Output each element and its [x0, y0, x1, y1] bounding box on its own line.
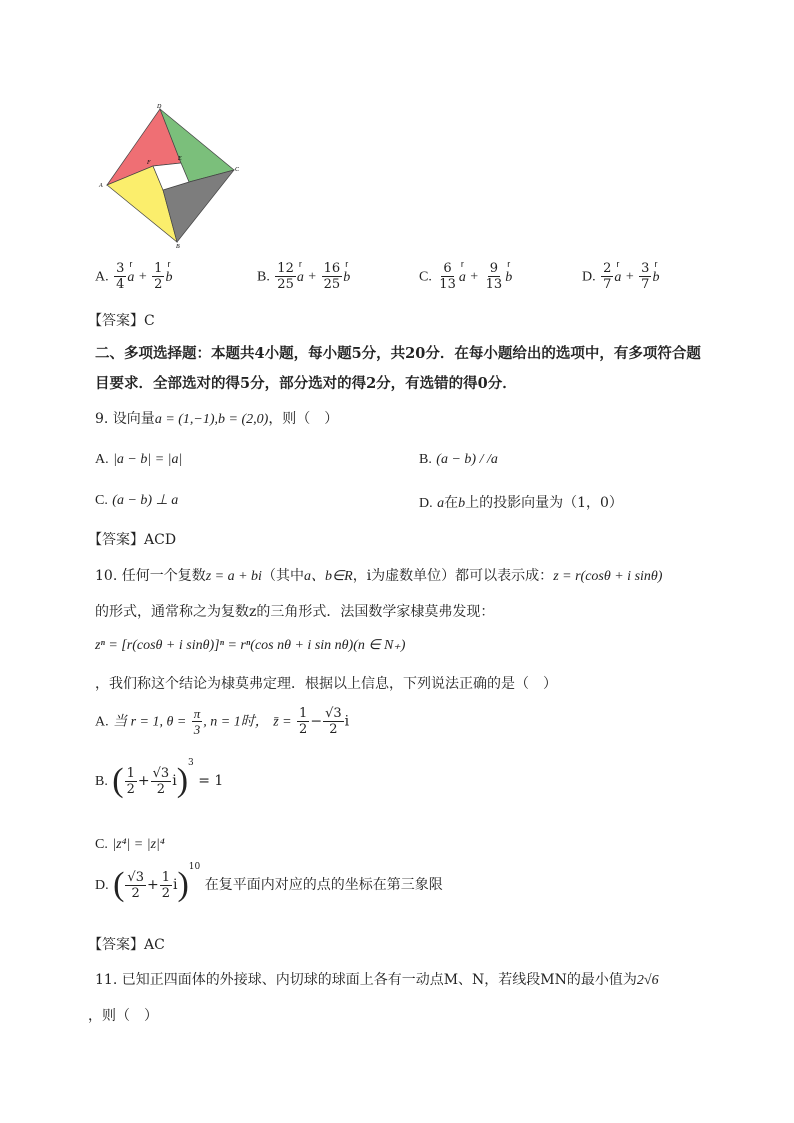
- section-heading-line2: 目要求．全部选对的得5分，部分选对的得2分，有选错的得0分．: [95, 375, 517, 392]
- label-E: E: [178, 156, 182, 162]
- q8-option-d[interactable]: D. $\frac{2}{7}$ r a + $\frac{3}{7}$ r b: [582, 262, 659, 291]
- q10-line2: 的形式，通常称之为复数z的三角形式．法国数学家棣莫弗发现：: [95, 604, 495, 620]
- q8-option-b[interactable]: B. $\frac{12}{25}$ r a + $\frac{16}{25}$ r b: [257, 262, 350, 291]
- label-B: B: [176, 244, 180, 248]
- answer-q8: 【答案】C: [88, 313, 155, 329]
- q10-option-d[interactable]: D. ( $\frac{√3}{2}$ + $\frac{1}{2}$ i)$^{10}$ 在复平面内对应的点的坐标在第三象限: [95, 862, 443, 903]
- q8-option-c[interactable]: C. $\frac{6}{13}$ r a + $\frac{9}{13}$ r b: [419, 262, 512, 291]
- answer-q9: 【答案】ACD: [88, 532, 177, 548]
- q11-line1: 11. 已知正四面体的外接球、内切球的球面上各有一动点M、N，若线段MN的最小值为2√6: [95, 972, 659, 988]
- q10-option-b[interactable]: B. ( $\frac{1}{2}$ + $\frac{√3}{2}$ i)$^3$ = 1: [95, 758, 224, 799]
- label-F: F: [147, 160, 151, 166]
- q10-option-c[interactable]: C. |z⁴| = |z|⁴: [95, 837, 165, 852]
- label-D: D: [157, 104, 162, 110]
- q10-line4: ，我们称这个结论为棣莫弗定理．根据以上信息，下列说法正确的是（ ）: [95, 676, 557, 692]
- q9-option-b[interactable]: B. (a − b) / /a: [419, 452, 498, 467]
- label-A: A: [99, 183, 103, 189]
- q10-line1: 10. 任何一个复数z = a + bi（其中a、b∈R，i为虚数单位）都可以表示成：z = r(cosθ + i sinθ): [95, 568, 663, 584]
- q9-option-d[interactable]: D. a在b上的投影向量为（1，0）: [419, 495, 623, 511]
- q11-line2: ，则（ ）: [88, 1008, 158, 1024]
- q8-option-a[interactable]: A. $\frac{3}{4}$ r a + $\frac{1}{2}$ r b: [95, 262, 172, 291]
- label-C: C: [235, 167, 240, 173]
- q10-option-a[interactable]: A. 当 r = 1, θ = $\frac{\pi}{3}$ , n = 1时， z̄ = $\frac{1}{2}$ − $\frac{√3}{2}$ i: [95, 706, 350, 737]
- section-heading-line1: 二、多项选择题：本题共4小题，每小题5分，共20分．在每小题给出的选项中，有多项符合题: [95, 345, 701, 362]
- answer-q10: 【答案】AC: [88, 937, 165, 953]
- de-moivre-formula: zⁿ = [r(cosθ + i sinθ)]ⁿ = rⁿ(cos nθ + i sin nθ)(n ∈ N₊): [95, 638, 406, 653]
- q9-option-a[interactable]: A. |a − b| = |a|: [95, 452, 183, 467]
- geometry-figure: [95, 103, 245, 248]
- q9-option-c[interactable]: C. (a − b) ⊥ a: [95, 493, 179, 508]
- q9-stem: 9. 设向量a = (1,−1),b = (2,0)，则（ ）: [95, 411, 339, 427]
